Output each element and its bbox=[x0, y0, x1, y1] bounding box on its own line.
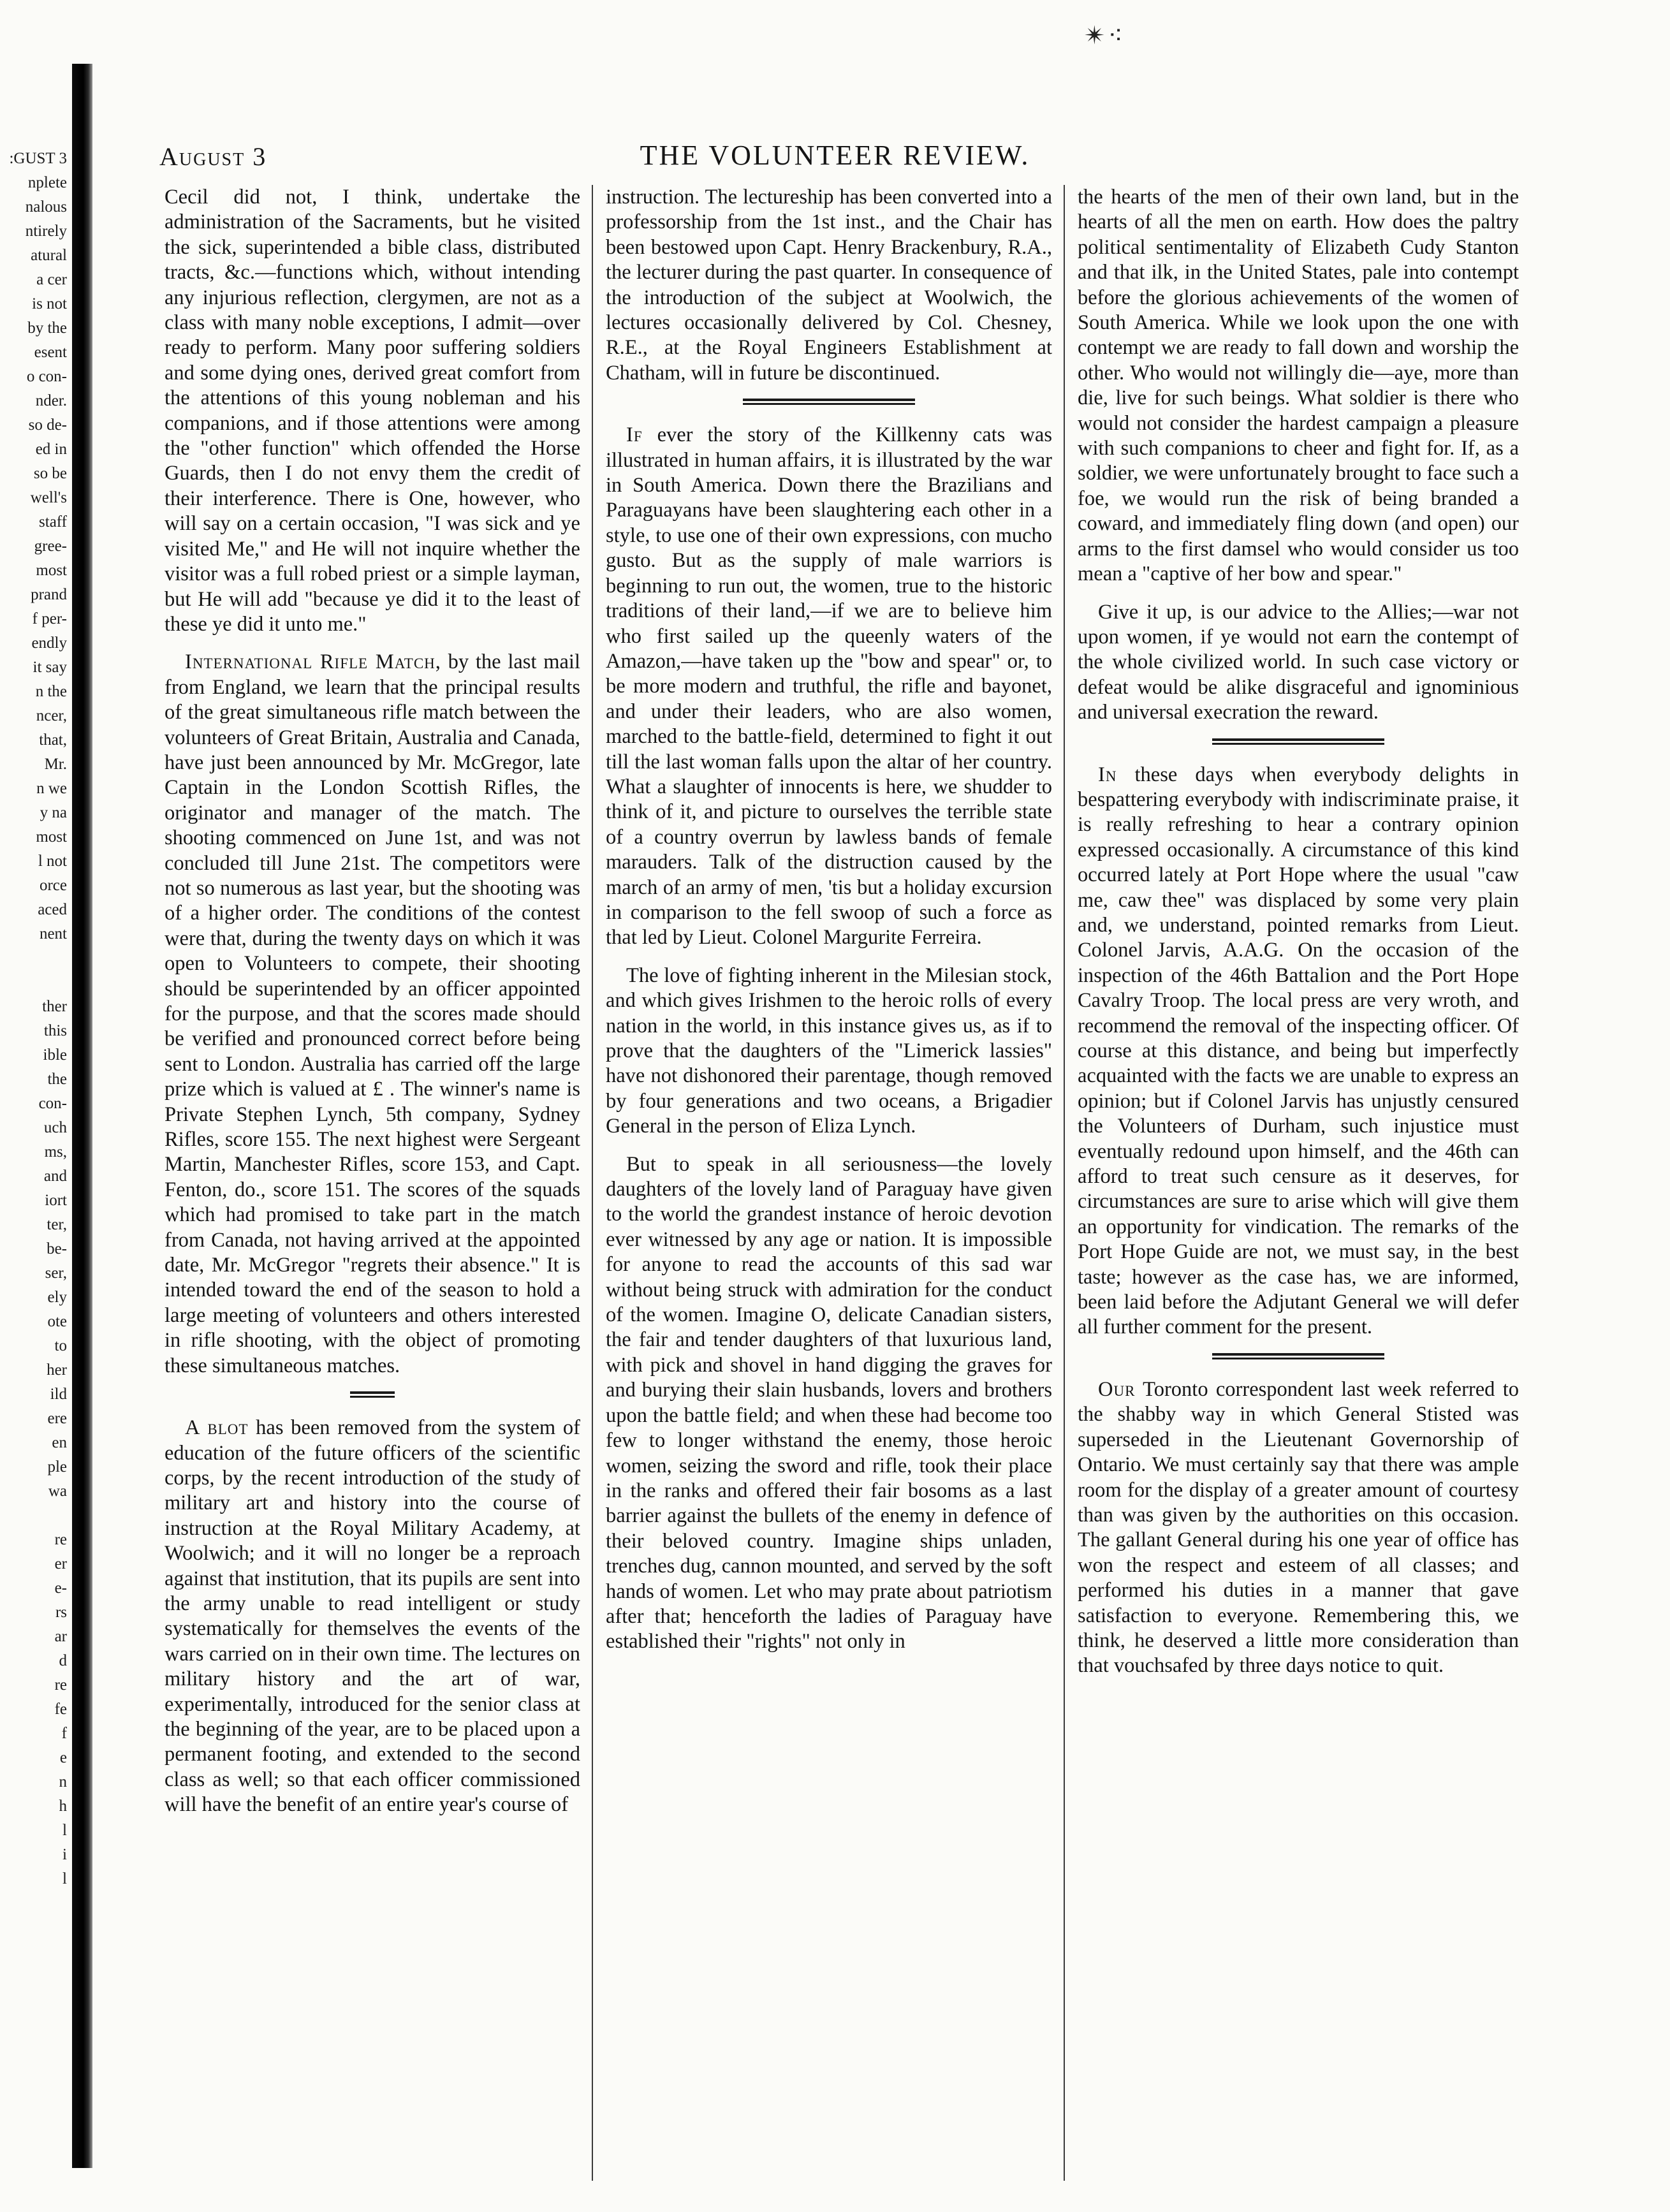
margin-fragment: l bbox=[62, 1822, 67, 1839]
article-paragraph bbox=[165, 1416, 580, 1818]
margin-fragment: a cer bbox=[36, 271, 67, 288]
margin-fragment: re bbox=[54, 1676, 67, 1694]
margin-fragment: :GUST 3 bbox=[9, 150, 67, 167]
margin-fragment: most bbox=[36, 828, 67, 846]
margin-fragment: most bbox=[36, 562, 67, 579]
column-rule bbox=[1064, 185, 1065, 2181]
margin-fragment: be- bbox=[47, 1240, 67, 1257]
margin-fragment: y na bbox=[40, 804, 67, 821]
margin-fragment: f bbox=[61, 1725, 67, 1742]
margin-fragment: n bbox=[59, 1773, 67, 1791]
margin-fragment: gree- bbox=[34, 538, 67, 555]
running-head-date: August 3 bbox=[159, 142, 267, 171]
margin-fragment: i bbox=[62, 1846, 67, 1863]
margin-fragment: n we bbox=[36, 780, 67, 797]
article-paragraph bbox=[1078, 763, 1519, 1340]
margin-fragment: endly bbox=[31, 634, 67, 652]
margin-fragment: so be bbox=[33, 465, 67, 482]
margin-fragment: ible bbox=[43, 1046, 67, 1064]
running-head-title: THE VOLUNTEER REVIEW. bbox=[640, 140, 1030, 171]
article-text: has been removed from the system of education of the future officers of the scientific corps, by the recent introduction of the study of military art and history into the course of instruction at the Royal Military Academy, at Woolwich; and it will no longer be a reproach against that institution, that its pupils are sent into the army unable to read intelligent or study systematically for themselves the events of the wars carried on in their own time. The lectures on military history and the art of war, experimentally, introduced for the senior class at the beginning of the year, are to be placed upon a permanent footing, and extended to the second class as well; so that each officer commissioned will have the benefit of an entire year's course of bbox=[165, 1416, 580, 1817]
margin-fragment: re bbox=[54, 1531, 67, 1548]
section-separator bbox=[1212, 738, 1384, 746]
article-text: by the last mail from England, we learn that the principal results of the great simultaneous rifle match between the volunteers of Great Britain, Australia and Canada, have just been announced by Mr. McGregor, late Captain in the London Scottish Rifles, the originator and manager of the match. The shooting commenced on June 1st, and was not concluded till June 21st. The competitors were not so numerous as last year, but the shooting was of a higher order. The conditions of the contest were that, during the twenty days on which it was open to Volunteers to compete, their shooting should be superintended by an officer appointed for the purpose, and that the scores made should be verified and pronounced correct before being sent to London. Australia has carried off the large prize which is valued at £ . The winner's name is Private Stephen Lynch, 5th company, Sydney Rifles, score 155. The next highest were Sergeant Martin, Manchester Rifles, score 153, and Capt. Fenton, do., score 151. The scores of the squads which had promised to take part in the match from Canada, not having arrived at the appointed date, Mr. McGregor "regrets their absence." It is intended toward the end of the season to hold a large meeting of volunteers and others interested in rifle shooting, with the object of promoting these simultaneous matches. bbox=[165, 650, 580, 1377]
margin-fragment: nent bbox=[39, 925, 67, 942]
margin-fragment: con- bbox=[38, 1095, 67, 1112]
margin-fragment: ter, bbox=[47, 1216, 67, 1233]
margin-fragment: staff bbox=[39, 513, 67, 531]
article-lead: A blot bbox=[185, 1416, 249, 1440]
article-paragraph bbox=[606, 423, 1052, 951]
margin-fragment bbox=[0, 1504, 67, 1528]
margin-fragment: uch bbox=[43, 1119, 67, 1136]
margin-fragment: esent bbox=[34, 344, 67, 361]
section-separator bbox=[1212, 1353, 1384, 1361]
article-paragraph: the hearts of the men of their own land, but in the hearts of all the men on earth. How does the paltry political sentimentality of Elizabeth Cudy Stanton and that ilk, in the United States, pale into contempt before the glorious achievements of the women of South America. While we look upon the one with contempt we are ready to fall down and worship the other. Who would not willingly die—aye, more than die, live for such beings. What soldier is there who would not consider the hardest campaign a pleasure with such companions to cheer and fight for. If, as a soldier, we were unfortunately brought to face such a foe, we would run the risk of being branded a coward, and immediately fling down (and open) our arms to the first damsel who would consider us too mean a "captive of her bow and spear." bbox=[1078, 186, 1519, 586]
article-lead: In bbox=[1098, 763, 1117, 786]
margin-fragment: f per- bbox=[32, 610, 67, 627]
margin-fragment: n the bbox=[35, 683, 67, 700]
previous-page-margin bbox=[0, 147, 67, 2155]
article-lead: Our bbox=[1098, 1377, 1136, 1401]
margin-fragment: ther bbox=[42, 998, 67, 1015]
margin-fragment: the bbox=[47, 1071, 67, 1088]
margin-fragment: ild bbox=[50, 1386, 67, 1403]
column-rule bbox=[592, 185, 593, 2181]
margin-fragment: ser, bbox=[45, 1264, 67, 1282]
article-paragraph: But to speak in all seriousness—the lovely daughters of the lovely land of Paraguay have given to the world the grandest instance of heroic devotion ever witnessed by any age or nation. It is impossible for anyone to read the accounts of this sad war without being struck with admiration for the conduct of the women. Imagine O, delicate Canadian sisters, the fair and tender daughters of that luxurious land, with pick and shovel in hand digging the graves for and burying their slain husbands, lovers and brothers upon the battle field; and when these had become too few to longer withstand the enemy, those heroic women, seizing the sword and rifle, took their place in the ranks and offered their fair bosoms as a last barrier against the bullets of the enemy in defence of their beloved country. Imagine ships unladen, trenches dug, cannon mounted, and served by the soft hands of women. Let who may prate about patriotism after that; henceforth the ladies of Paraguay have established their "rights" not only in bbox=[606, 1152, 1052, 1653]
margin-fragment: rs bbox=[55, 1604, 67, 1621]
article-paragraph: instruction. The lectureship has been converted into a professorship from the 1st inst., and the Chair has been bestowed upon Capt. Henry Brackenbury, R.A., the lecturer during the past quarter. In consequence of the introduction of the subject at Woolwich, the lectures occasionally delivered by Col. Chesney, R.E., at the Royal Engineers Establishment at Chatham, will in future be discontinued. bbox=[606, 186, 1052, 385]
margin-fragment bbox=[0, 970, 67, 995]
article-text: these days when everybody delights in bespattering everybody with indiscriminate praise, it is really refreshing to hear a contrary opinion expressed occasionally. A circumstance of this kind occurred lately at Port Hope where the usual "caw me, caw thee" was displaced by some very plain and, we understand, pointed remarks from Lieut. Colonel Jarvis, A.A.G. On the occasion of the inspection of the 46th Battalion and the Port Hope Cavalry Troop. The local press are very wroth, and recommend the removal of the inspecting officer. Of course at this distance, and being but imperfectly acquainted with the facts we are unable to express an opinion; but if Colonel Jarvis has unjustly censured the Volunteers of Durham, such injustice must eventually redound upon himself, and the 46th can afford to treat such censure as it deserves, for circumstances are sure to arise which will give them an opportunity for vindication. The remarks of the Port Hope Guide are not, we must say, in the best taste; however as the case has, we are informed, been laid before the Adjutant General we will defer all further comment for the present. bbox=[1078, 763, 1519, 1339]
margin-fragment: ere bbox=[47, 1410, 67, 1427]
section-separator bbox=[743, 399, 915, 406]
margin-fragment bbox=[0, 946, 67, 970]
article-paragraph bbox=[165, 650, 580, 1379]
margin-fragment: fe bbox=[54, 1701, 67, 1718]
margin-fragment: en bbox=[52, 1434, 67, 1451]
margin-fragment: l bbox=[62, 1870, 67, 1887]
article-paragraph bbox=[1078, 1377, 1519, 1679]
section-separator bbox=[350, 1391, 395, 1399]
margin-fragment: prand bbox=[31, 586, 67, 603]
margin-fragment: o con- bbox=[26, 368, 67, 385]
margin-fragment: e- bbox=[54, 1579, 67, 1597]
margin-fragment: and bbox=[43, 1168, 67, 1185]
margin-fragment: Mr. bbox=[44, 756, 67, 773]
margin-fragment: is not bbox=[32, 295, 67, 312]
margin-fragment: by the bbox=[27, 319, 67, 337]
margin-fragment: e bbox=[59, 1749, 67, 1766]
article-text: ever the story of the Killkenny cats was illustrated in human affairs, it is illustrated by the war in South America. Down there the Brazilians and Paraguayans have been slaughtering each other in a style, to use one of their own expressions, con mucho gusto. But as the supply of male warriors is beginning to run out, the women, true to the historic traditions of their land,—if we are to believe him who first sailed up the queenly waters of the Amazon,—have taken up the "bow and spear" or, to be more modern and truthful, the rifle and bayonet, and under their leaders, who are also women, marched to the battle-field, determined to fight it out till the last woman falls upon the altar of her country. What a slaughter of innocents is here, we shudder to think of it, and picture to ourselves the terrible state of a country overrun by lawless bands of female marauders. Talk of the distruction caused by the march of an army of men, 'tis but a holiday excursion in comparison to the fell swoop of such a force as that led by Lieut. Colonel Margurite Ferreira. bbox=[606, 423, 1052, 949]
binding-shadow bbox=[72, 64, 92, 2168]
margin-fragment: er bbox=[54, 1555, 67, 1572]
margin-fragment: so de- bbox=[28, 416, 67, 434]
margin-fragment: ed in bbox=[35, 441, 67, 458]
margin-fragment: l not bbox=[38, 853, 67, 870]
margin-fragment: d bbox=[59, 1652, 67, 1669]
margin-fragment: ms, bbox=[44, 1143, 67, 1161]
margin-fragment: her bbox=[47, 1361, 67, 1379]
margin-fragment: wa bbox=[48, 1483, 67, 1500]
margin-fragment: h bbox=[59, 1798, 67, 1815]
article-lead: International Rifle Match, bbox=[185, 650, 441, 674]
margin-fragment: this bbox=[43, 1022, 67, 1039]
margin-fragment: atural bbox=[31, 247, 67, 264]
article-paragraph: The love of fighting inherent in the Milesian stock, and which gives Irishmen to the heroic rolls of every nation in the world, in this instance gives us, as if to prove that the daughters of the "Limerick lassies" have not dishonored their parentage, though removed by four generations and two oceans, a Brigadier General in the person of Eliza Lynch. bbox=[606, 963, 1052, 1138]
stray-marks: ✴⁖ bbox=[1084, 21, 1125, 50]
margin-fragment: to bbox=[54, 1337, 67, 1354]
margin-fragment: ncer, bbox=[36, 707, 67, 724]
margin-fragment: ote bbox=[47, 1313, 67, 1330]
margin-fragment: nalous bbox=[25, 198, 67, 216]
margin-fragment: that, bbox=[39, 731, 67, 749]
article-lead: If bbox=[626, 423, 643, 447]
article-paragraph: Cecil did not, I think, undertake the administration of the Sacraments, but he visited the sick, superintended a bible class, distributed tracts, &c.—functions which, without intending any injurious reflection, clergymen, are not as a class with many noble exceptions, I admit—over ready to perform. Many poor suffering soldiers and some dying ones, derived great comfort from the attentions of this young nobleman and his companions, and if those attentions were among the "other function" which offended the Horse Guards, then I do not envy them the credit of their interference. There is One, however, who will say on a certain occasion, "I was sick and ye visited Me," and He will not inquire whether the visitor was a full robed priest or a simple layman, but He will add "because ye did it to the least of these ye did it unto me." bbox=[165, 186, 580, 636]
margin-fragment: well's bbox=[30, 489, 67, 506]
column-1 bbox=[165, 185, 580, 2187]
column-3 bbox=[1078, 185, 1519, 2187]
article-text: Toronto correspondent last week referred to the shabby way in which General Stisted was superseded in the Lieutenant Governorship of Ontario. We must certainly say that there was ample room for the display of a greater amount of courtesy than was given by the authorities on this occasion. The gallant General during his one year of office has won the respect and esteem of all classes; and performed his duties in a manner that gave satisfaction to everyone. Remembering this, we think, he deserved a little more consideration than that vouchsafed by three days notice to quit. bbox=[1078, 1377, 1519, 1678]
margin-fragment: it say bbox=[33, 659, 67, 676]
article-paragraph: Give it up, is our advice to the Allies;—war not upon women, if ye would not earn the contempt of the whole civilized world. In such case victory or defeat would be alike disgraceful and ignominious and universal execration the reward. bbox=[1078, 600, 1519, 724]
margin-fragment: nder. bbox=[35, 392, 67, 409]
margin-fragment: ntirely bbox=[25, 223, 67, 240]
column-2 bbox=[606, 185, 1052, 2187]
margin-fragment: orce bbox=[39, 877, 67, 894]
margin-fragment: aced bbox=[38, 901, 67, 918]
margin-fragment: ely bbox=[47, 1289, 67, 1306]
margin-fragment: iort bbox=[45, 1192, 67, 1209]
margin-fragment: ple bbox=[47, 1458, 67, 1476]
margin-fragment: ar bbox=[54, 1628, 67, 1645]
margin-fragment: nplete bbox=[27, 174, 67, 191]
